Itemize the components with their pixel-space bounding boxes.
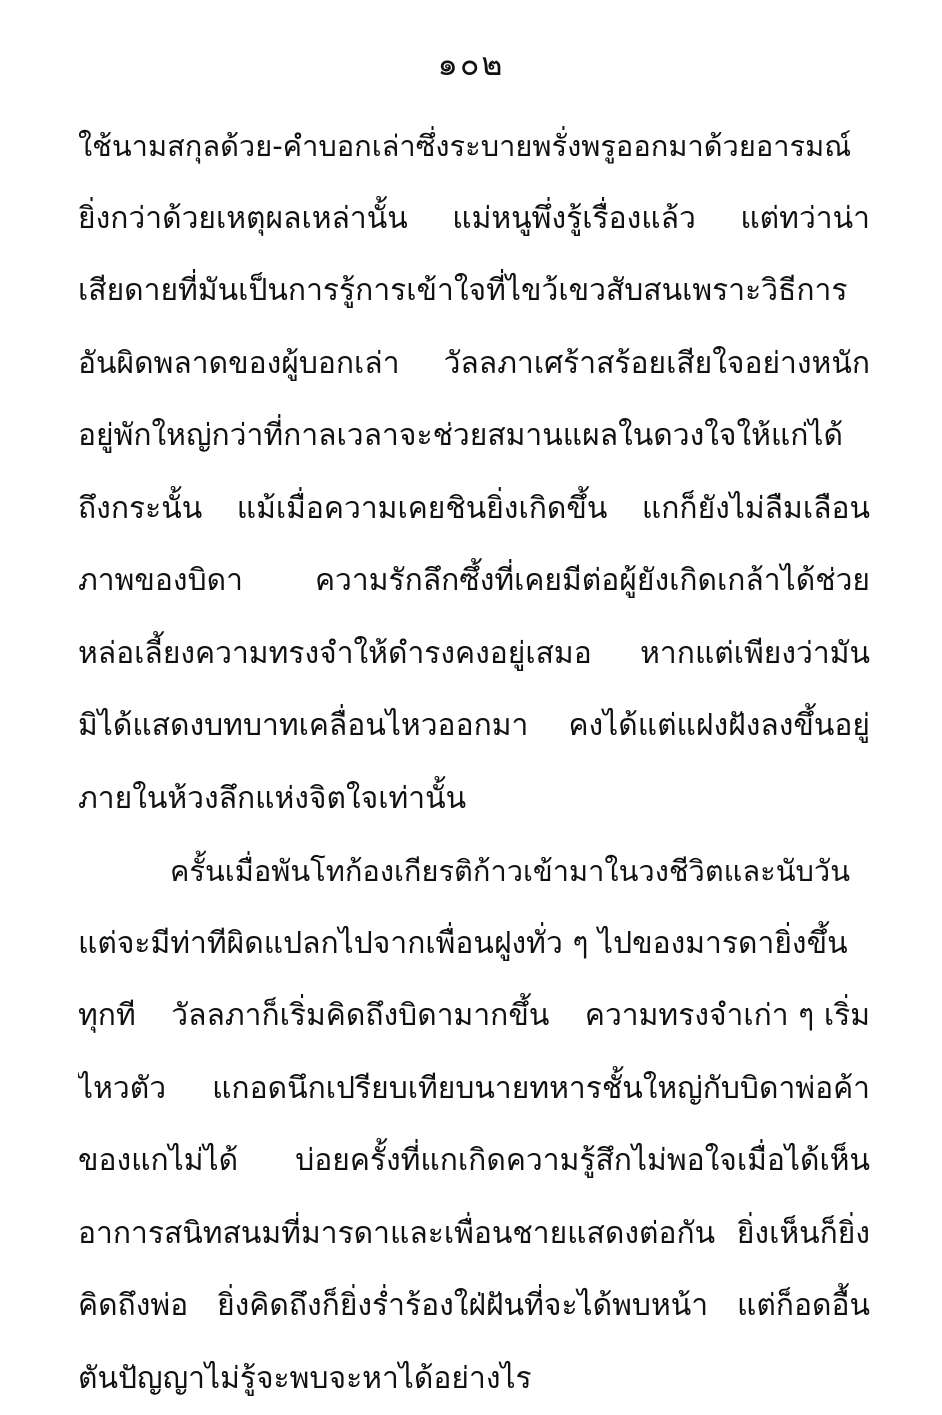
text-line xyxy=(78,908,870,981)
text-segment: หล่อเลี้ยงความทรงจำให้ดำรงคงอยู่เสมอ xyxy=(78,618,592,691)
text-segment: แกอดนึกเปรียบเทียบนายทหารชั้นใหญ่กับบิดาพ่อค้า xyxy=(212,1053,870,1126)
text-segment: แต่ทว่าน่า xyxy=(740,183,870,256)
text-line xyxy=(78,328,870,401)
text-segment: มิได้แสดงบทบาทเคลื่อนไหวออกมา xyxy=(78,690,528,763)
text-line xyxy=(78,1198,870,1271)
text-segment: ใช้นามสกุลด้วย-คำบอกเล่าซึ่งระบายพรั่งพรูออกมาด้วยอารมณ์ xyxy=(78,110,851,183)
text-line xyxy=(78,980,870,1053)
text-line xyxy=(78,1125,870,1198)
text-segment: ภายในห้วงลึกแห่งจิตใจเท่านั้น xyxy=(78,763,466,836)
text-segment: วัลลภาเศร้าสร้อยเสียใจอย่างหนัก xyxy=(444,328,870,401)
text-line xyxy=(78,1343,870,1415)
text-line xyxy=(78,183,870,256)
text-line xyxy=(78,690,870,763)
text-segment: ครั้นเมื่อพันโทก้องเกียรติก้าวเข้ามาในวงชีวิตและนับวัน xyxy=(170,835,850,908)
text-segment: ภาพของบิดา xyxy=(78,545,243,618)
text-line xyxy=(78,1053,870,1126)
text-segment: เสียดายที่มันเป็นการรู้การเข้าใจที่ไขว้เขวสับสนเพราะวิธีการ xyxy=(78,255,847,328)
text-segment: ยิ่งกว่าด้วยเหตุผลเหล่านั้น xyxy=(78,183,408,256)
text-segment: ถึงกระนั้น xyxy=(78,473,202,546)
text-line xyxy=(78,618,870,691)
text-segment: ยิ่งเห็นก็ยิ่ง xyxy=(737,1198,870,1271)
text-segment: ตันปัญญาไม่รู้จะพบจะหาได้อย่างไร xyxy=(78,1343,532,1415)
text-line xyxy=(78,400,870,473)
text-segment: ความทรงจำเก่า ๆ เริ่ม xyxy=(585,980,870,1053)
text-line xyxy=(78,763,870,836)
page-number: ๑๐๒ xyxy=(0,44,942,84)
text-segment: ของแกไม่ได้ xyxy=(78,1125,238,1198)
text-line xyxy=(78,1270,870,1343)
text-segment: อันผิดพลาดของผู้บอกเล่า xyxy=(78,328,400,401)
text-segment: แกก็ยังไม่ลืมเลือน xyxy=(642,473,870,546)
body-text xyxy=(78,110,870,1415)
text-segment: ยิ่งคิดถึงก็ยิ่งร่ำร้องใฝ่ฝันที่จะได้พบหน้า xyxy=(217,1270,708,1343)
text-segment: อาการสนิทสนมที่มารดาและเพื่อนชายแสดงต่อกัน xyxy=(78,1198,715,1271)
text-segment: ทุกที xyxy=(78,980,136,1053)
text-segment: คงได้แต่แฝงฝังลงขึ้นอยู่ xyxy=(568,690,870,763)
text-segment: แต่จะมีท่าทีผิดแปลกไปจากเพื่อนฝูงทั่ว ๆ ไปของมารดายิ่งขึ้น xyxy=(78,908,848,981)
text-segment: ความรักลึกซึ้งที่เคยมีต่อผู้ยังเกิดเกล้าได้ช่วย xyxy=(315,545,870,618)
text-line xyxy=(78,545,870,618)
text-line xyxy=(78,110,870,183)
text-segment: อยู่พักใหญ่กว่าที่กาลเวลาจะช่วยสมานแผลในดวงใจให้แก่ได้ xyxy=(78,400,843,473)
text-segment: แต่ก็อดอื้น xyxy=(737,1270,870,1343)
text-segment: หากแต่เพียงว่ามัน xyxy=(640,618,870,691)
text-segment: แม่หนูพึ่งรู้เรื่องแล้ว xyxy=(452,183,696,256)
text-segment: บ่อยครั้งที่แกเกิดความรู้สึกไม่พอใจเมื่อได้เห็น xyxy=(295,1125,870,1198)
text-segment: คิดถึงพ่อ xyxy=(78,1270,188,1343)
text-line xyxy=(78,255,870,328)
text-segment: ไหวตัว xyxy=(78,1053,166,1126)
text-segment: แม้เมื่อความเคยชินยิ่งเกิดขึ้น xyxy=(237,473,608,546)
text-line xyxy=(78,473,870,546)
text-segment: วัลลภาก็เริ่มคิดถึงบิดามากขึ้น xyxy=(171,980,549,1053)
text-line xyxy=(78,835,870,908)
